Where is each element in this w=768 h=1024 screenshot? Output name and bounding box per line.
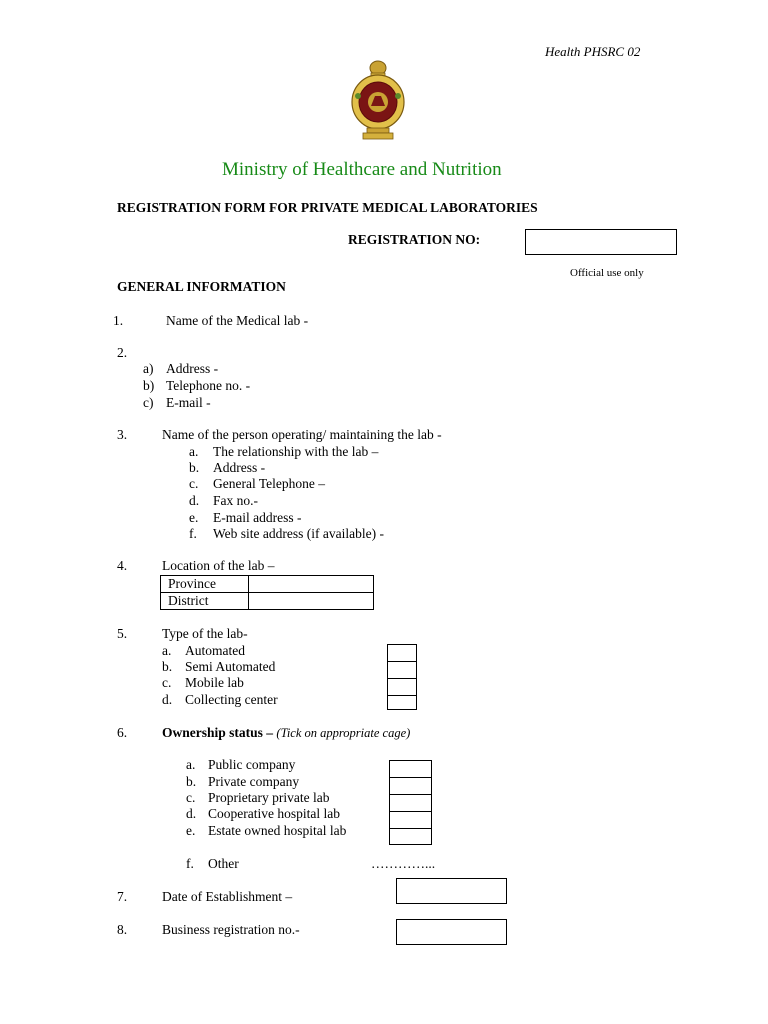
registration-no-field[interactable]: [525, 229, 677, 255]
q3-b-letter: b.: [189, 460, 200, 475]
q2-b-label: Telephone no. -: [166, 378, 251, 393]
ministry-title: Ministry of Healthcare and Nutrition: [222, 159, 502, 180]
q6-a-letter: a.: [186, 757, 196, 772]
q2-number: 2.: [117, 345, 128, 360]
district-label: District: [168, 593, 209, 608]
q2-b-letter: b): [143, 378, 155, 393]
q3-a-letter: a.: [189, 444, 199, 459]
national-emblem-icon: [349, 60, 407, 140]
q8-label: Business registration no.-: [162, 922, 300, 937]
q3-d-letter: d.: [189, 493, 200, 508]
q6-other-field[interactable]: …………...: [371, 856, 436, 871]
q3-c-label: General Telephone –: [213, 476, 326, 491]
q5-d-checkbox[interactable]: [387, 695, 417, 710]
q3-a-label: The relationship with the lab –: [213, 444, 379, 459]
q2-a-label: Address -: [166, 361, 219, 376]
q5-b-letter: b.: [162, 659, 173, 674]
section-title: GENERAL INFORMATION: [117, 279, 286, 294]
q5-b-checkbox[interactable]: [387, 661, 417, 679]
q3-c-letter: c.: [189, 476, 199, 491]
q6-d-label: Cooperative hospital lab: [208, 806, 340, 821]
q6-d-letter: d.: [186, 806, 197, 821]
q6-hint: (Tick on appropriate cage): [276, 726, 411, 740]
q3-label: Name of the person operating/ maintaining the lab -: [162, 427, 442, 442]
district-label-cell: [160, 592, 249, 610]
q2-c-letter: c): [143, 395, 154, 410]
date-of-establishment-field[interactable]: [396, 878, 507, 904]
q7-label: Date of Establishment –: [162, 889, 293, 904]
registration-no-label: REGISTRATION NO:: [348, 232, 481, 247]
q2-c-label: E-mail -: [166, 395, 211, 410]
q5-a-checkbox[interactable]: [387, 644, 417, 662]
q5-b-label: Semi Automated: [185, 659, 276, 674]
q3-f-letter: f.: [189, 526, 197, 541]
q6-a-checkbox[interactable]: [389, 760, 432, 778]
q4-number: 4.: [117, 558, 128, 573]
q6-d-checkbox[interactable]: [389, 811, 432, 829]
q4-label: Location of the lab –: [162, 558, 275, 573]
q3-b-label: Address -: [213, 460, 266, 475]
q8-number: 8.: [117, 922, 128, 937]
q6-b-checkbox[interactable]: [389, 777, 432, 795]
q5-d-letter: d.: [162, 692, 173, 707]
q5-c-checkbox[interactable]: [387, 678, 417, 696]
q6-e-letter: e.: [186, 823, 196, 838]
q7-number: 7.: [117, 889, 128, 904]
q5-d-label: Collecting center: [185, 692, 278, 707]
q6-c-checkbox[interactable]: [389, 794, 432, 812]
q6-a-label: Public company: [208, 757, 296, 772]
q6-b-label: Private company: [208, 774, 300, 789]
q6-f-letter: f.: [186, 856, 194, 871]
q2-a-letter: a): [143, 361, 154, 376]
province-label-cell: [160, 575, 249, 593]
q1-number: 1.: [113, 313, 124, 328]
q5-c-letter: c.: [162, 675, 172, 690]
q3-d-label: Fax no.-: [213, 493, 258, 508]
form-reference: Health PHSRC 02: [545, 44, 641, 59]
q1-label: Name of the Medical lab -: [166, 313, 309, 328]
form-title: REGISTRATION FORM FOR PRIVATE MEDICAL LABORATORIES: [117, 200, 538, 215]
q6-e-label: Estate owned hospital lab: [208, 823, 347, 838]
q6-c-letter: c.: [186, 790, 196, 805]
province-input[interactable]: [248, 575, 374, 593]
q5-c-label: Mobile lab: [185, 675, 244, 690]
q5-label: Type of the lab-: [162, 626, 248, 641]
q3-f-label: Web site address (if available) -: [213, 526, 384, 541]
q6-number: 6.: [117, 725, 128, 740]
district-input[interactable]: [248, 592, 374, 610]
q6-label: Ownership status –: [162, 725, 274, 740]
business-registration-field[interactable]: [396, 919, 507, 945]
q6-f-label: Other: [208, 856, 239, 871]
q5-a-letter: a.: [162, 643, 172, 658]
q6-c-label: Proprietary private lab: [208, 790, 330, 805]
official-use-note: Official use only: [570, 267, 644, 279]
province-label: Province: [168, 576, 216, 591]
q3-number: 3.: [117, 427, 128, 442]
q6-e-checkbox[interactable]: [389, 828, 432, 845]
q5-number: 5.: [117, 626, 128, 641]
q6-heading: [162, 725, 410, 741]
q5-a-label: Automated: [185, 643, 245, 658]
q3-e-letter: e.: [189, 510, 199, 525]
q6-b-letter: b.: [186, 774, 197, 789]
q3-e-label: E-mail address -: [213, 510, 302, 525]
